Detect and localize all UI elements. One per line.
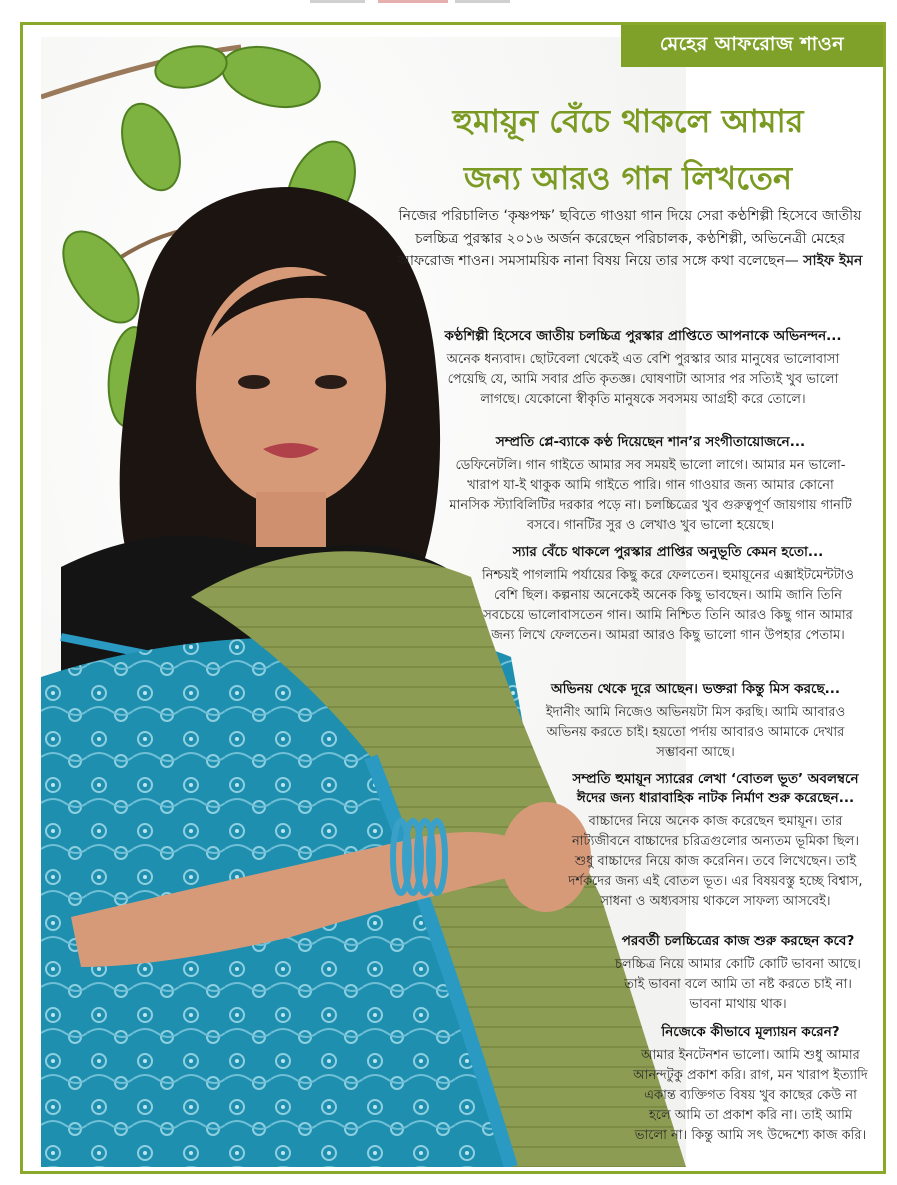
question: সম্প্রতি প্লে-ব্যাকে কণ্ঠ দিয়েছেন শান’র সংগীতায়োজনে...: [495, 434, 806, 450]
headline-line-1: হুমায়ূন বেঁচে থাকলে আমার: [452, 102, 804, 140]
qa-block: [533, 680, 858, 763]
byline-banner: মেহের আফরোজ শাওন: [621, 25, 883, 67]
headline-line-2: জন্য আরও গান লিখতেন: [463, 159, 793, 197]
question: সম্প্রতি হুমায়ূন স্যারের লেখা ‘বোতল ভূত’ অবলম্বনে ঈদের জন্য ধারাবাহিক নাটক নির্মাণ শুরু করেছেন...: [572, 771, 859, 806]
qa-block: [613, 932, 863, 1015]
qa-block: [448, 433, 853, 536]
answer: অনেক ধন্যবাদ। ছোটবেলা থেকেই এত বেশি পুরস্কার আর মানুষের ভালোবাসা পেয়েছি যে, আমি সবার প্রতি কৃতজ্ঞ। ঘোষণাটা আসার পর সত্যিই খুব ভালো লাগছে। যেকোনো স্বীকৃতি মানুষকে সবসময় আগ্রহী করে তোলে।: [446, 352, 840, 407]
answer: চলচ্চিত্র নিয়ে আমার কোটি কোটি ভাবনা আছে। তাই ভাবনা বলে আমি তা নষ্ট করতে চাই না। ভাবনা মাথায় থাক।: [615, 957, 861, 1012]
qa-block: [433, 327, 853, 410]
qa-block: [563, 770, 868, 912]
intro-author: সাইফ ইমন: [803, 253, 863, 269]
qa-block: [633, 1023, 868, 1146]
answer: নিশ্চয়ই পাগলামি পর্যায়ের কিছু করে ফেলতেন। হুমায়ূনের এক্সাইটমেন্টটাও বেশি ছিল। কল্পনায় অনেকেই অনেক কিছু ভাবছেন। আমি জানি তিনি সবচেয়ে ভালোবাসতেন গান। আমি নিশ্চিত তিনি আরও কিছু গান আমার জন্য লিখে ফেলতেন। আমরা আরও কিছু ভালো গান উপহার পেতাম।: [482, 568, 854, 643]
answer: ডেফিনেটলি। গান গাইতে আমার সব সময়ই ভালো লাগে। আমার মন ভালো-খারাপ যা-ই থাকুক আমি গাইতে পারি। গান গাওয়ার জন্য আমার কোনো মানসিক স্ট্যাবিলিটির দরকার পড়ে না। চলচ্চিত্রের খুব গুরুত্বপূর্ণ জায়গায় গানটি বসবে। গানটির সুর ও লেখাও খুব ভালো হয়েছে।: [449, 458, 852, 533]
answer: বাচ্চাদের নিয়ে অনেক কাজ করেছেন হুমায়ূন। তার নাট্যজীবনে বাচ্চাদের চরিত্রগুলোর অন্যতম ভূমিকা ছিল। শুধু বাচ্চাদের নিয়ে কাজ করেনিন। তবে লিখেছেন। তাই দর্শকদের জন্য এই বোতল ভূত। এর বিষয়বস্তু হচ্ছে বিশ্বাস, সাধনা ও অধ্যবসায় থাকলে সাফল্য আসবেই।: [568, 814, 863, 909]
question: অভিনয় থেকে দূরে আছেন। ভক্তরা কিন্তু মিস করছে...: [550, 681, 841, 697]
question: কণ্ঠশিল্পী হিসেবে জাতীয় চলচ্চিত্র পুরস্কার প্রাপ্তিতে আপনাকে অভিনন্দন...: [444, 328, 842, 344]
answer: আমার ইনটেনশন ভালো। আমি শুধু আমার আনন্দটুকু প্রকাশ করি। রাগ, মন খারাপ ইত্যাদি একান্ত ব্যক্তিগত বিষয় খুব কাছের কেউ না হলে আমি তা প্রকাশ করি না। তাই আমি ভালো না। কিন্তু আমি সৎ উদ্দেশ্যে কাজ করি।: [633, 1048, 868, 1143]
question: পরবর্তী চলচ্চিত্রের কাজ শুরু করছেন কবে?: [621, 933, 855, 949]
answer: ইদানীং আমি নিজেও অভিনয়টা মিস করছি। আমি আবারও অভিনয় করতে চাই। হয়তো পর্দায় আবারও আমাকে দেখার সম্ভাবনা আছে।: [545, 705, 846, 760]
question: নিজেকে কীভাবে মূল্যায়ন করেন?: [661, 1024, 840, 1040]
qa-block: [478, 543, 858, 646]
intro-paragraph: [385, 205, 875, 273]
article-frame: [20, 22, 886, 1174]
question: স্যার বেঁচে থাকলে পুরস্কার প্রাপ্তির অনুভূতি কেমন হতো...: [512, 544, 824, 560]
headline: [393, 93, 863, 207]
top-strip: [0, 0, 897, 8]
intro-text: নিজের পরিচালিত ‘কৃষ্ণপক্ষ’ ছবিতে গাওয়া গান দিয়ে সেরা কণ্ঠশিল্পী হিসেবে জাতীয় চলচ্চিত্র পুরস্কার ২০১৬ অর্জন করেছেন পরিচালক, কণ্ঠশিল্পী, অভিনেত্রী মেহের আফরোজ শাওন। সমসাময়িক নানা বিষয় নিয়ে তার সঙ্গে কথা বলেছেন—: [397, 208, 862, 269]
